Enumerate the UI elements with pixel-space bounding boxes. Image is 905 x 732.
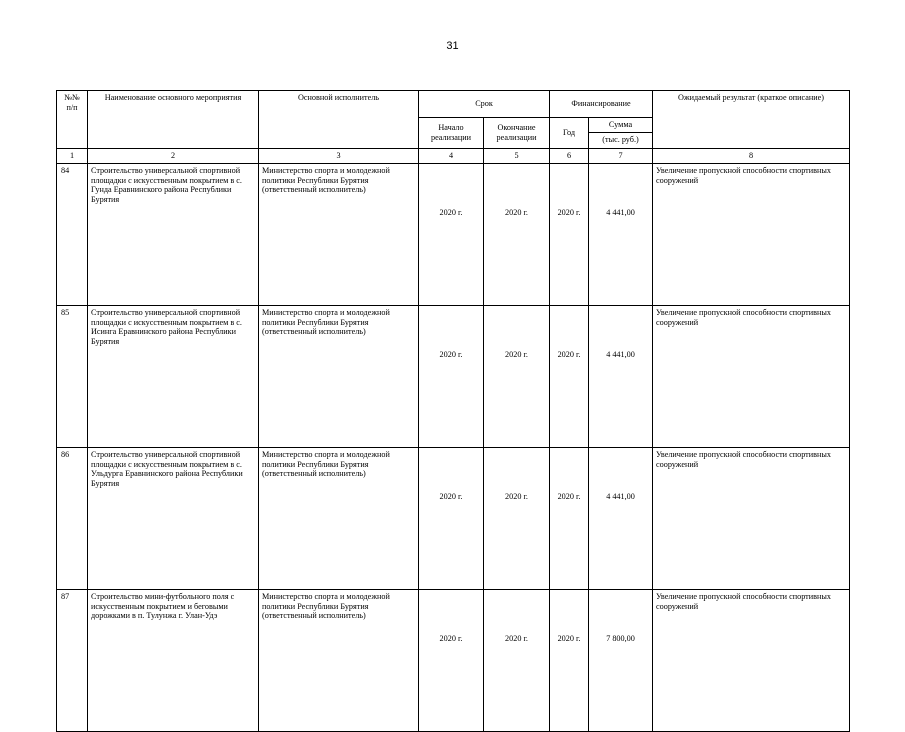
header-term: Срок [419,91,550,118]
column-number: 5 [484,148,550,163]
measure-name: Строительство мини-футбольного поля с искусственным покрытием и беговыми дорожками в п. Тулунжа г. Улан-Удэ [88,589,259,731]
expected-result: Увеличение пропускной способности спортивных сооружений [653,163,850,305]
executor: Министерство спорта и молодежной политики Республики Бурятия (ответственный исполнитель) [259,589,419,731]
end-date: 2020 г. [484,305,550,447]
header-year: Год [550,118,589,149]
header-financing: Финансирование [550,91,653,118]
year: 2020 г. [550,447,589,589]
row-number: 87 [57,589,88,731]
measure-name: Строительство универсальной спортивной площадки с искусственным покрытием в с. Гунда Еравнинского района Республики Бурятия [88,163,259,305]
year: 2020 г. [550,305,589,447]
expected-result: Увеличение пропускной способности спортивных сооружений [653,589,850,731]
row-number: 86 [57,447,88,589]
measure-name: Строительство универсальной спортивной площадки с искусственным покрытием в с. Ульдурга Еравнинского района Республики Бурятия [88,447,259,589]
executor: Министерство спорта и молодежной политики Республики Бурятия (ответственный исполнитель) [259,305,419,447]
header-sum: Сумма [589,118,653,133]
start-date: 2020 г. [419,163,484,305]
start-date: 2020 г. [419,305,484,447]
end-date: 2020 г. [484,163,550,305]
sum: 4 441,00 [589,447,653,589]
header-sum-unit: (тыс. руб.) [589,132,653,148]
header-result: Ожидаемый результат (краткое описание) [653,91,850,149]
year: 2020 г. [550,163,589,305]
executor: Министерство спорта и молодежной политики Республики Бурятия (ответственный исполнитель) [259,447,419,589]
header-start: Начало реализации [419,118,484,149]
column-number: 2 [88,148,259,163]
page-number: 31 [446,40,459,52]
start-date: 2020 г. [419,589,484,731]
year: 2020 г. [550,589,589,731]
header-end: Окончание реализации [484,118,550,149]
expected-result: Увеличение пропускной способности спортивных сооружений [653,447,850,589]
executor: Министерство спорта и молодежной политики Республики Бурятия (ответственный исполнитель) [259,163,419,305]
column-number: 3 [259,148,419,163]
start-date: 2020 г. [419,447,484,589]
sum: 7 800,00 [589,589,653,731]
table-row [57,305,850,447]
end-date: 2020 г. [484,589,550,731]
expected-result: Увеличение пропускной способности спортивных сооружений [653,305,850,447]
measure-name: Строительство универсальной спортивной площадки с искусственным покрытием в с. Исинга Еравнинского района Республики Бурятия [88,305,259,447]
sum: 4 441,00 [589,163,653,305]
header-executor: Основной исполнитель [259,91,419,149]
header-name: Наименование основного мероприятия [88,91,259,149]
sum: 4 441,00 [589,305,653,447]
column-number: 4 [419,148,484,163]
end-date: 2020 г. [484,447,550,589]
measures-table [56,90,850,732]
row-number: 84 [57,163,88,305]
table-row [57,447,850,589]
table-row [57,589,850,731]
header-num: №№ п/п [57,91,88,149]
column-number: 7 [589,148,653,163]
row-number: 85 [57,305,88,447]
column-number: 1 [57,148,88,163]
column-number: 6 [550,148,589,163]
table-row [57,163,850,305]
column-number: 8 [653,148,850,163]
